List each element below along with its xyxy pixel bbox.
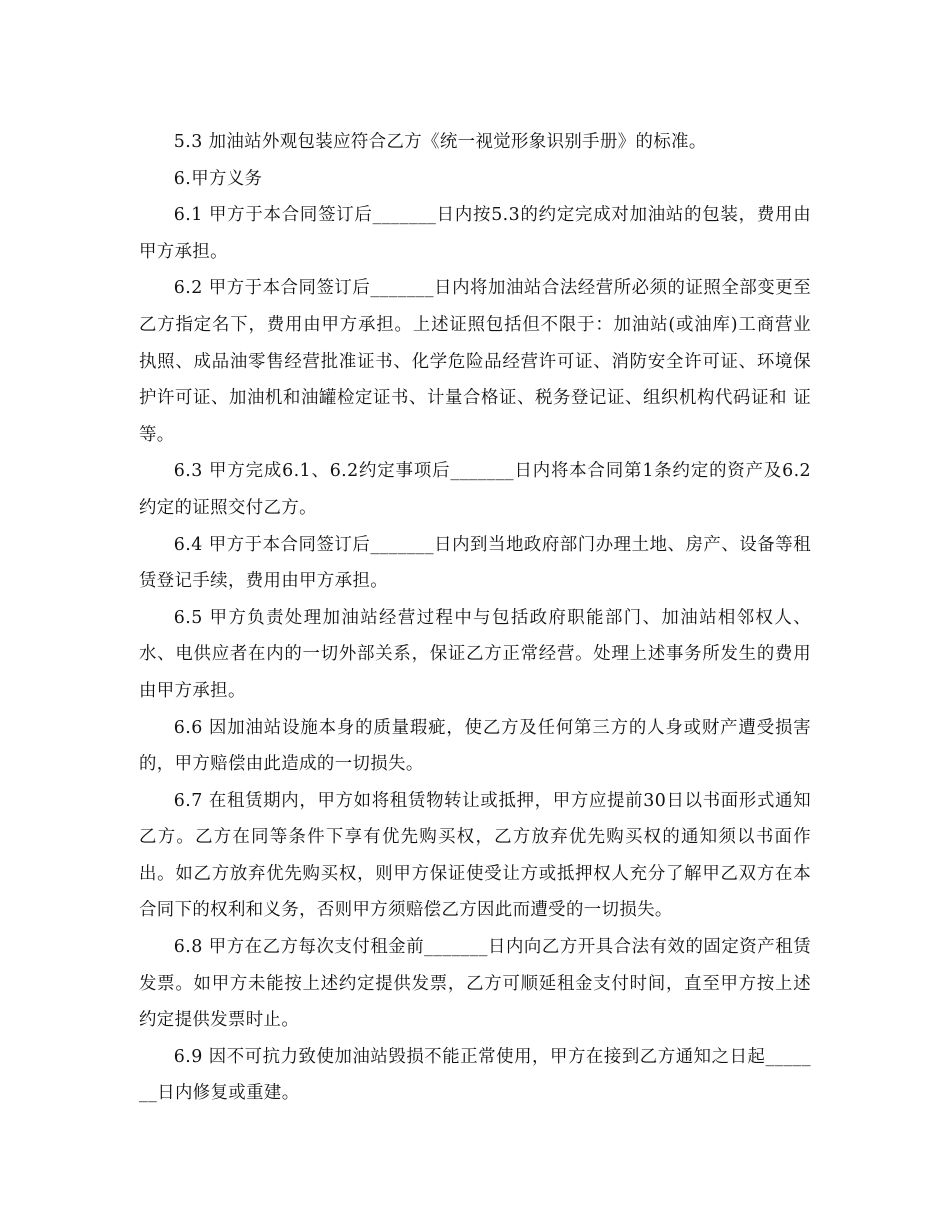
clause-6-3: 6.3 甲方完成6.1、6.2约定事项后_______日内将本合同第1条约定的资产及6.2约定的证照交付乙方。 (139, 461, 811, 518)
clause-6-1: 6.1 甲方于本合同签订后_______日内按5.3的约定完成对加油站的包装，费用由甲方承担。 (139, 205, 811, 262)
clause-6-9: 6.9 因不可抗力致使加油站毁损不能正常使用，甲方在接到乙方通知之日起_______日内修复或重建。 (139, 1046, 811, 1104)
clause-6-5: 6.5 甲方负责处理加油站经营过程中与包括政府职能部门、加油站相邻权人、水、电供应者在内的一切外部关系，保证乙方正常经营。处理上述事务所发生的费用由甲方承担。 (139, 607, 811, 701)
section-heading-party-a-obligations: 6.甲方义务 (173, 168, 263, 189)
clause-6-6: 6.6 因加油站设施本身的质量瑕疵，使乙方及任何第三方的人身或财产遭受损害的，甲方赔偿由此造成的一切损失。 (139, 717, 811, 775)
document-body (139, 124, 811, 1112)
clause-6-2: 6.2 甲方于本合同签订后_______日内将加油站合法经营所必须的证照全部变更至乙方指定名下，费用由甲方承担。上述证照包括但不限于：加油站(或油库)工商营业执照、成品油零售经营批准证书、化学危险品经营许可证、消防安全许可证、环境保护许可证、加油机和油罐检定证书、计量合格证、税务登记证、组织机构代码证和 证等。 (139, 278, 811, 445)
clause-6-7: 6.7 在租赁期内，甲方如将租赁物转让或抵押，甲方应提前30日以书面形式通知乙方。乙方在同等条件下享有优先购买权，乙方放弃优先购买权的通知须以书面作出。如乙方放弃优先购买权，则甲方保证使受让方或抵押权人充分了解甲乙双方在本合同下的权利和义务，否则甲方须赔偿乙方因此而遭受的一切损失。 (139, 790, 811, 921)
clause-6-4: 6.4 甲方于本合同签订后_______日内到当地政府部门办理土地、房产、设备等租赁登记手续，费用由甲方承担。 (139, 534, 811, 592)
clause-5-3: 5.3 加油站外观包装应符合乙方《统一视觉形象识别手册》的标准。 (173, 132, 707, 152)
clause-6-8: 6.8 甲方在乙方每次支付租金前_______日内向乙方开具合法有效的固定资产租赁发票。如甲方未能按上述约定提供发票，乙方可顺延租金支付时间，直至甲方按上述约定提供发票时止。 (139, 937, 811, 1031)
